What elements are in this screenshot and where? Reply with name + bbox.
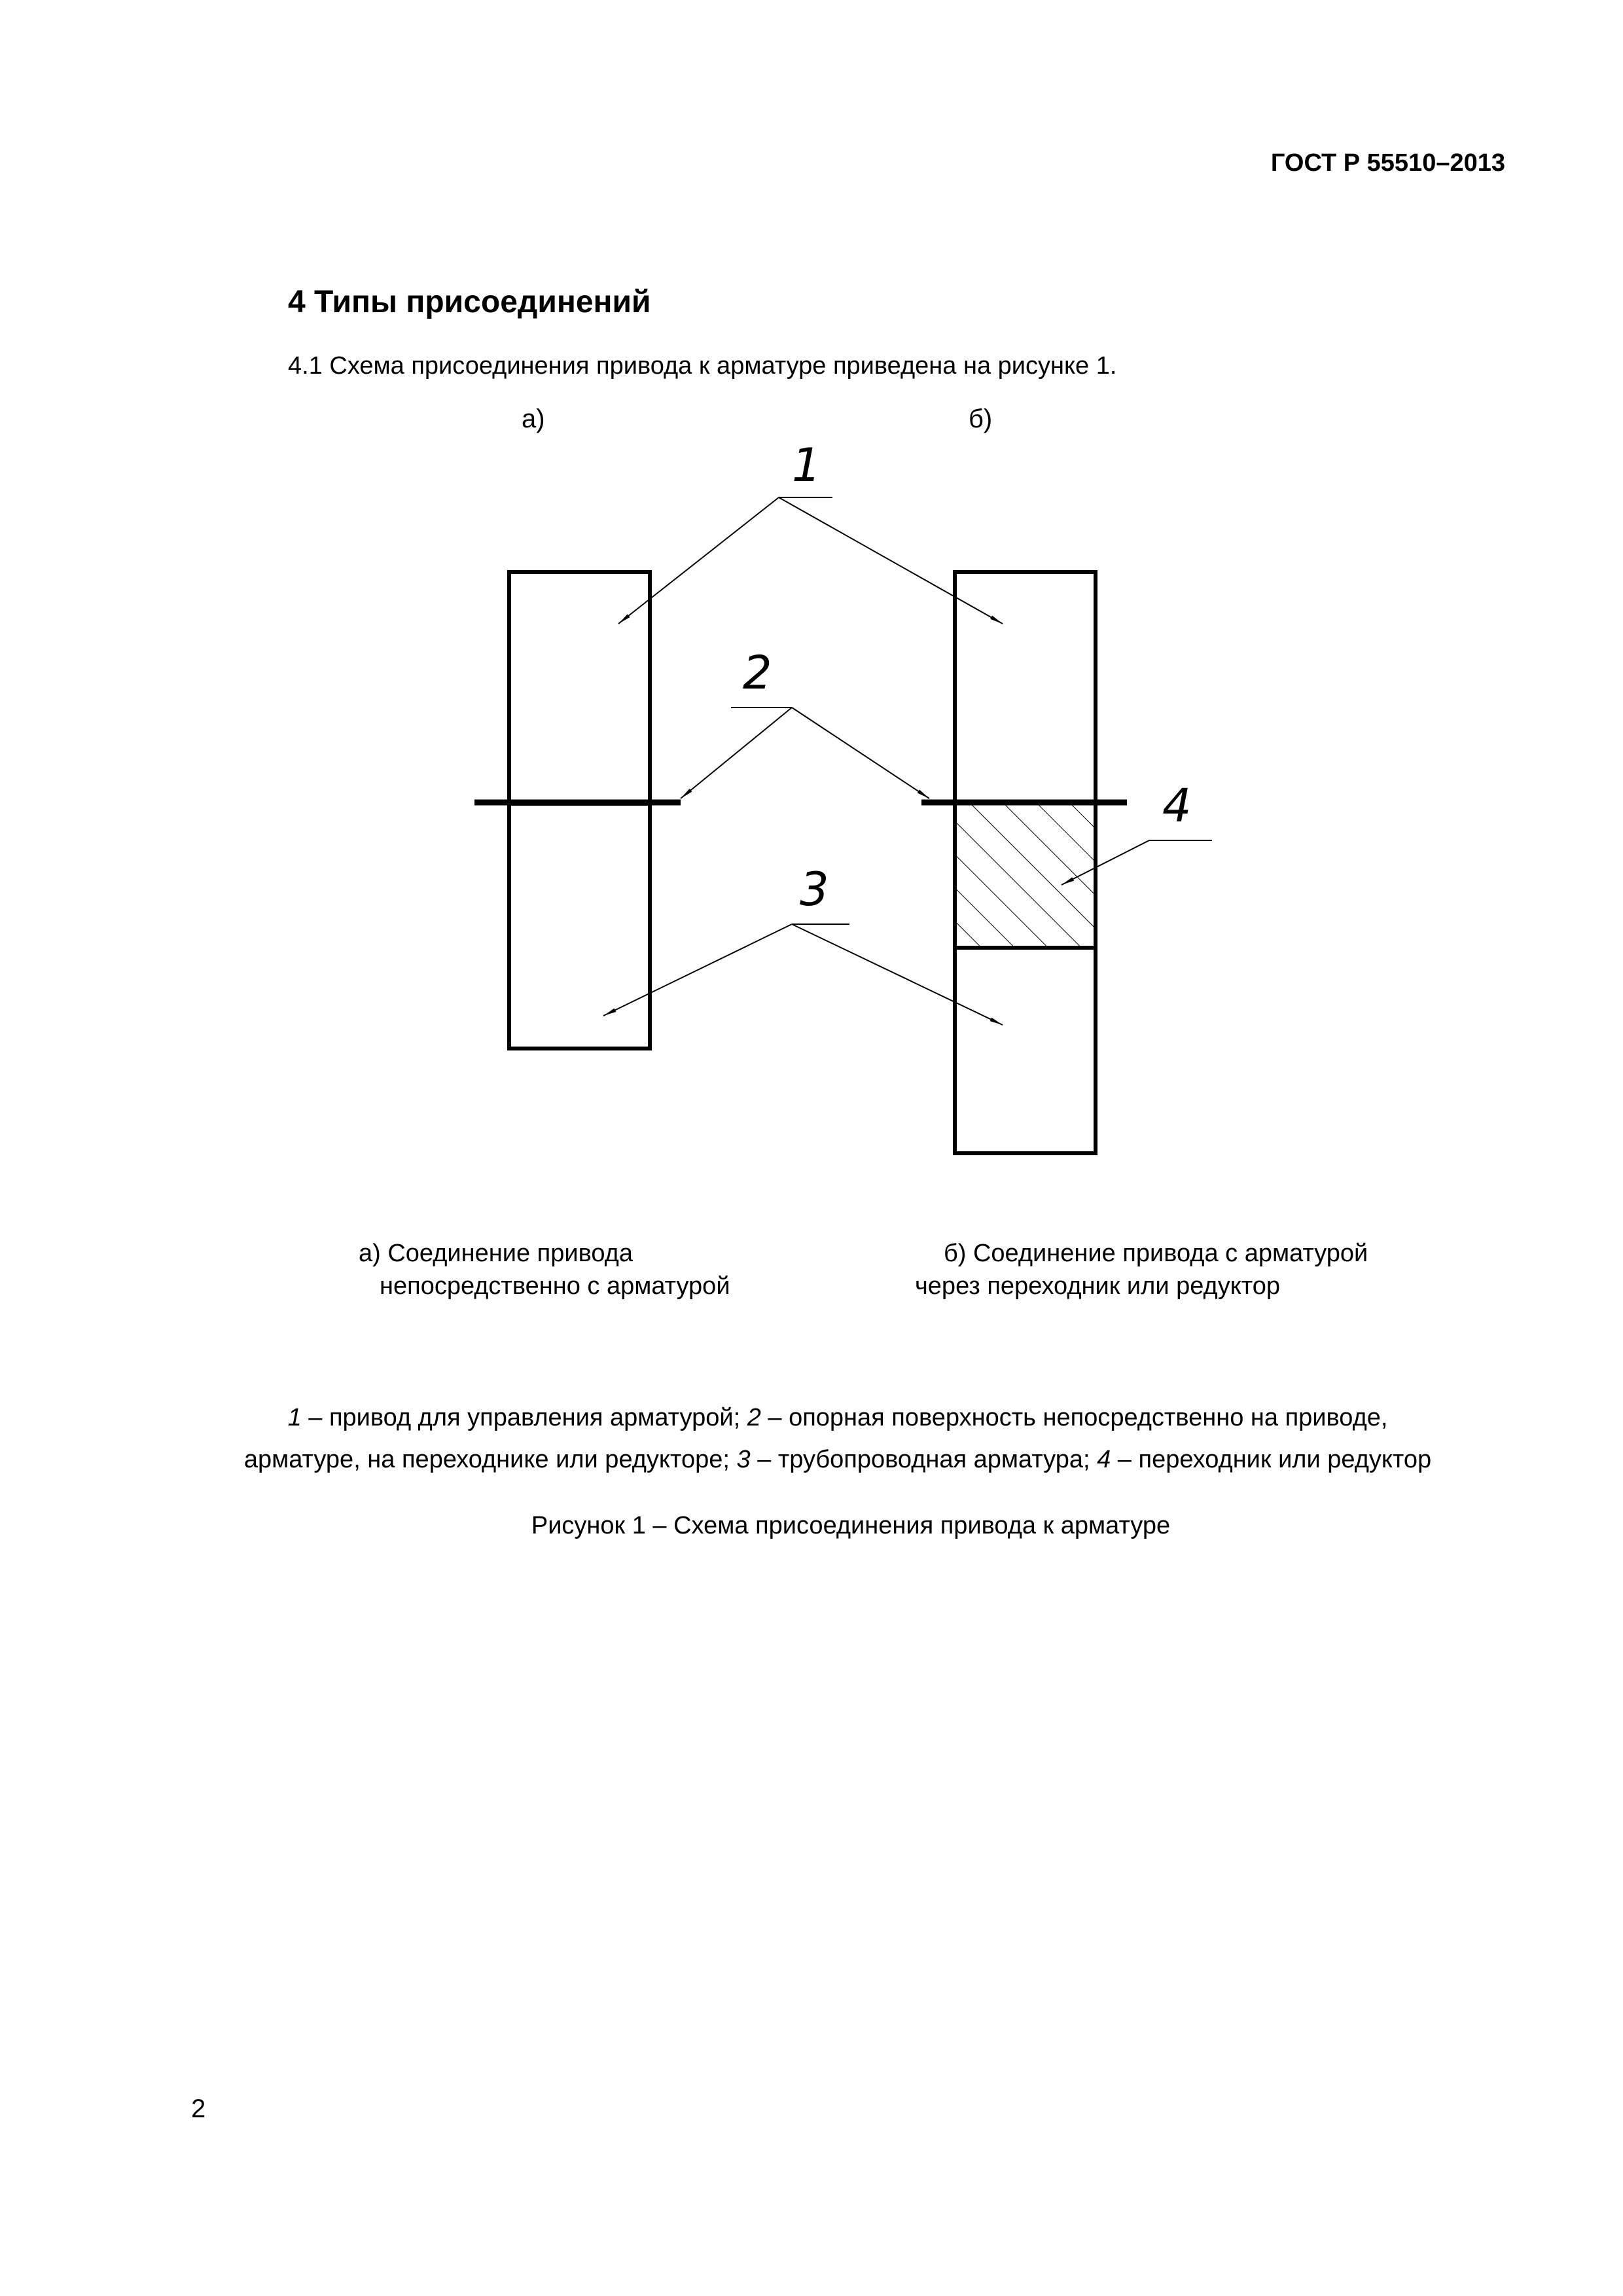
panel-a-drive-rect [509,572,650,804]
figure-title: Рисунок 1 – Схема присоединения привода к арматуре [531,1512,1171,1539]
legend-num-3: 3 [736,1446,751,1473]
caption-a-line1: а) Соединение привода [359,1240,633,1267]
panel-b-valve-rect [955,948,1096,1153]
legend-text-2: – опорная поверхность непосредственно на приводе, [760,1404,1388,1431]
panel-b-adapter-hatched [955,802,1096,948]
caption-b-line2: через переходник или редуктор [915,1272,1281,1300]
panel-a-label: а) [522,404,545,433]
legend-num-2: 2 [747,1404,761,1431]
document-code: ГОСТ Р 55510–2013 [1270,149,1505,177]
legend-line-1 [157,1397,1518,1439]
caption-panel-a [359,1237,730,1302]
caption-panel-b [915,1237,1368,1302]
legend-text-3: – трубопроводная арматура; [750,1446,1097,1473]
callout-1-leader [618,497,1003,624]
panel-b-drive-rect [955,572,1096,802]
panel-a-valve-rect [509,802,650,1049]
callout-2-leader [681,708,929,798]
callout-2-number: 2 [743,646,772,700]
legend-text-1: – привод для управления арматурой; [301,1404,747,1431]
legend-text-2b: арматуре, на переходнике или редукторе; [243,1446,737,1473]
section-title: 4 Типы присоединений [288,285,651,319]
legend-num-4: 4 [1097,1446,1111,1473]
callout-1-number: 1 [792,439,821,492]
callout-3-number: 3 [800,863,829,916]
caption-b-line1: б) Соединение привода с арматурой [944,1240,1368,1267]
callout-3-leader [603,924,1003,1025]
figure-legend [157,1397,1518,1480]
panel-b-label: б) [969,404,993,433]
caption-a-line2: непосредственно с арматурой [380,1272,730,1300]
legend-text-4: – переходник или редуктор [1111,1446,1432,1473]
callout-4-number: 4 [1162,779,1192,833]
page-number: 2 [191,2094,206,2123]
intro-paragraph: 4.1 Схема присоединения привода к арматуре приведена на рисунке 1. [288,352,1117,380]
legend-num-1: 1 [287,1404,302,1431]
legend-line-2 [157,1439,1518,1480]
